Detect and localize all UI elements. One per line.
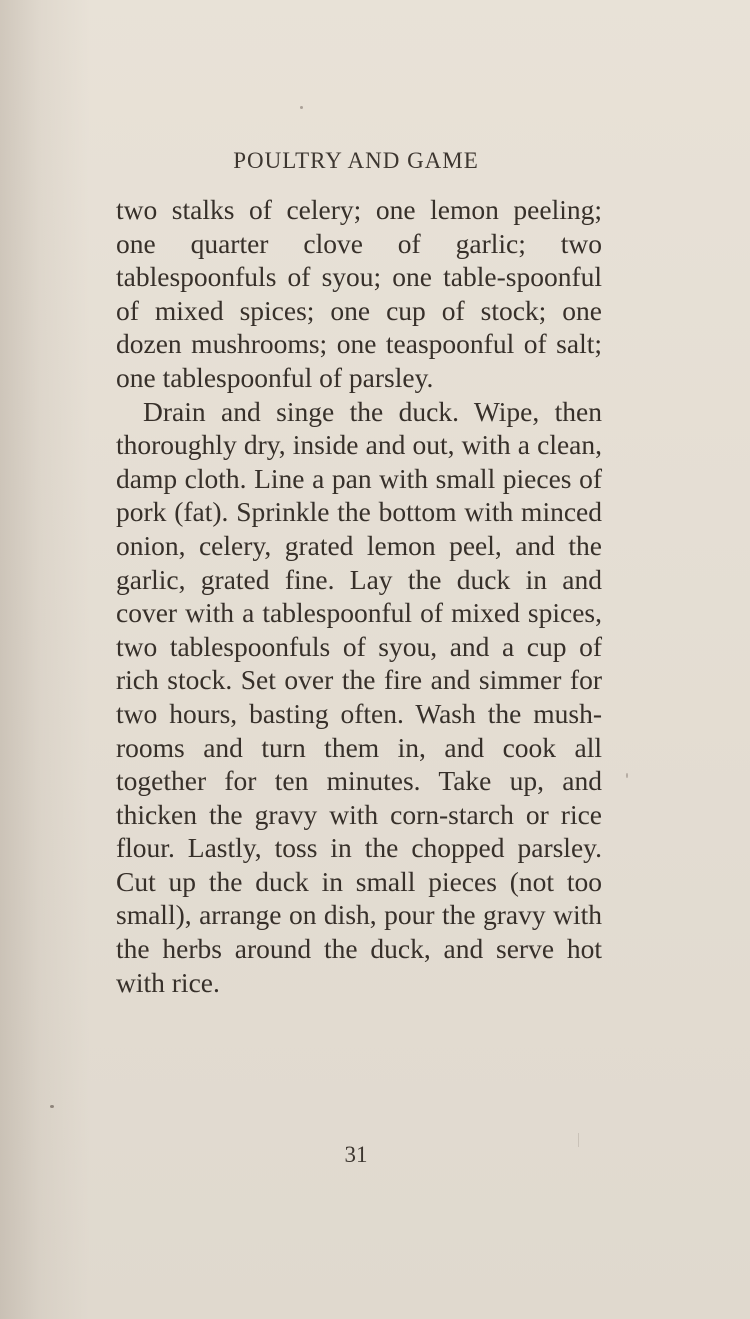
ingredients-paragraph: two stalks of celery; one lemon peeling; one quarter clove of garlic; two tablespoonfuls of syou; one table-spoonful of mixed spices; one cup of stock; one dozen mushrooms; one teaspoonful of salt; one tablespoonful of parsley. xyxy=(116,194,602,393)
body-text xyxy=(116,193,602,999)
page-number: 31 xyxy=(344,1142,368,1167)
running-head: POULTRY AND GAME xyxy=(233,148,479,173)
instructions-paragraph: Drain and singe the duck. Wipe, then thoroughly dry, inside and out, with a clean, damp cloth. Line a pan with small pieces of pork (fat). Sprinkle the bottom with minced onion, celery, grated lemon peel, and the garlic, grated fine. Lay the duck in and cover with a tablespoonful of mixed spices, two tablespoonfuls of syou, and a cup of rich stock. Set over the fire and simmer for two hours, basting often. Wash the mush-rooms and turn them in, and cook all together for ten minutes. Take up, and thicken the gravy with corn-starch or rice flour. Lastly, toss in the chopped parsley. Cut up the duck in small pieces (not too small), arrange on dish, pour the gravy with the herbs around the duck, and serve hot with rice. xyxy=(116,395,602,998)
paper-speck xyxy=(50,1105,54,1108)
paper-speck xyxy=(626,773,628,778)
paper-speck xyxy=(300,106,303,109)
paper-speck xyxy=(578,1133,579,1147)
